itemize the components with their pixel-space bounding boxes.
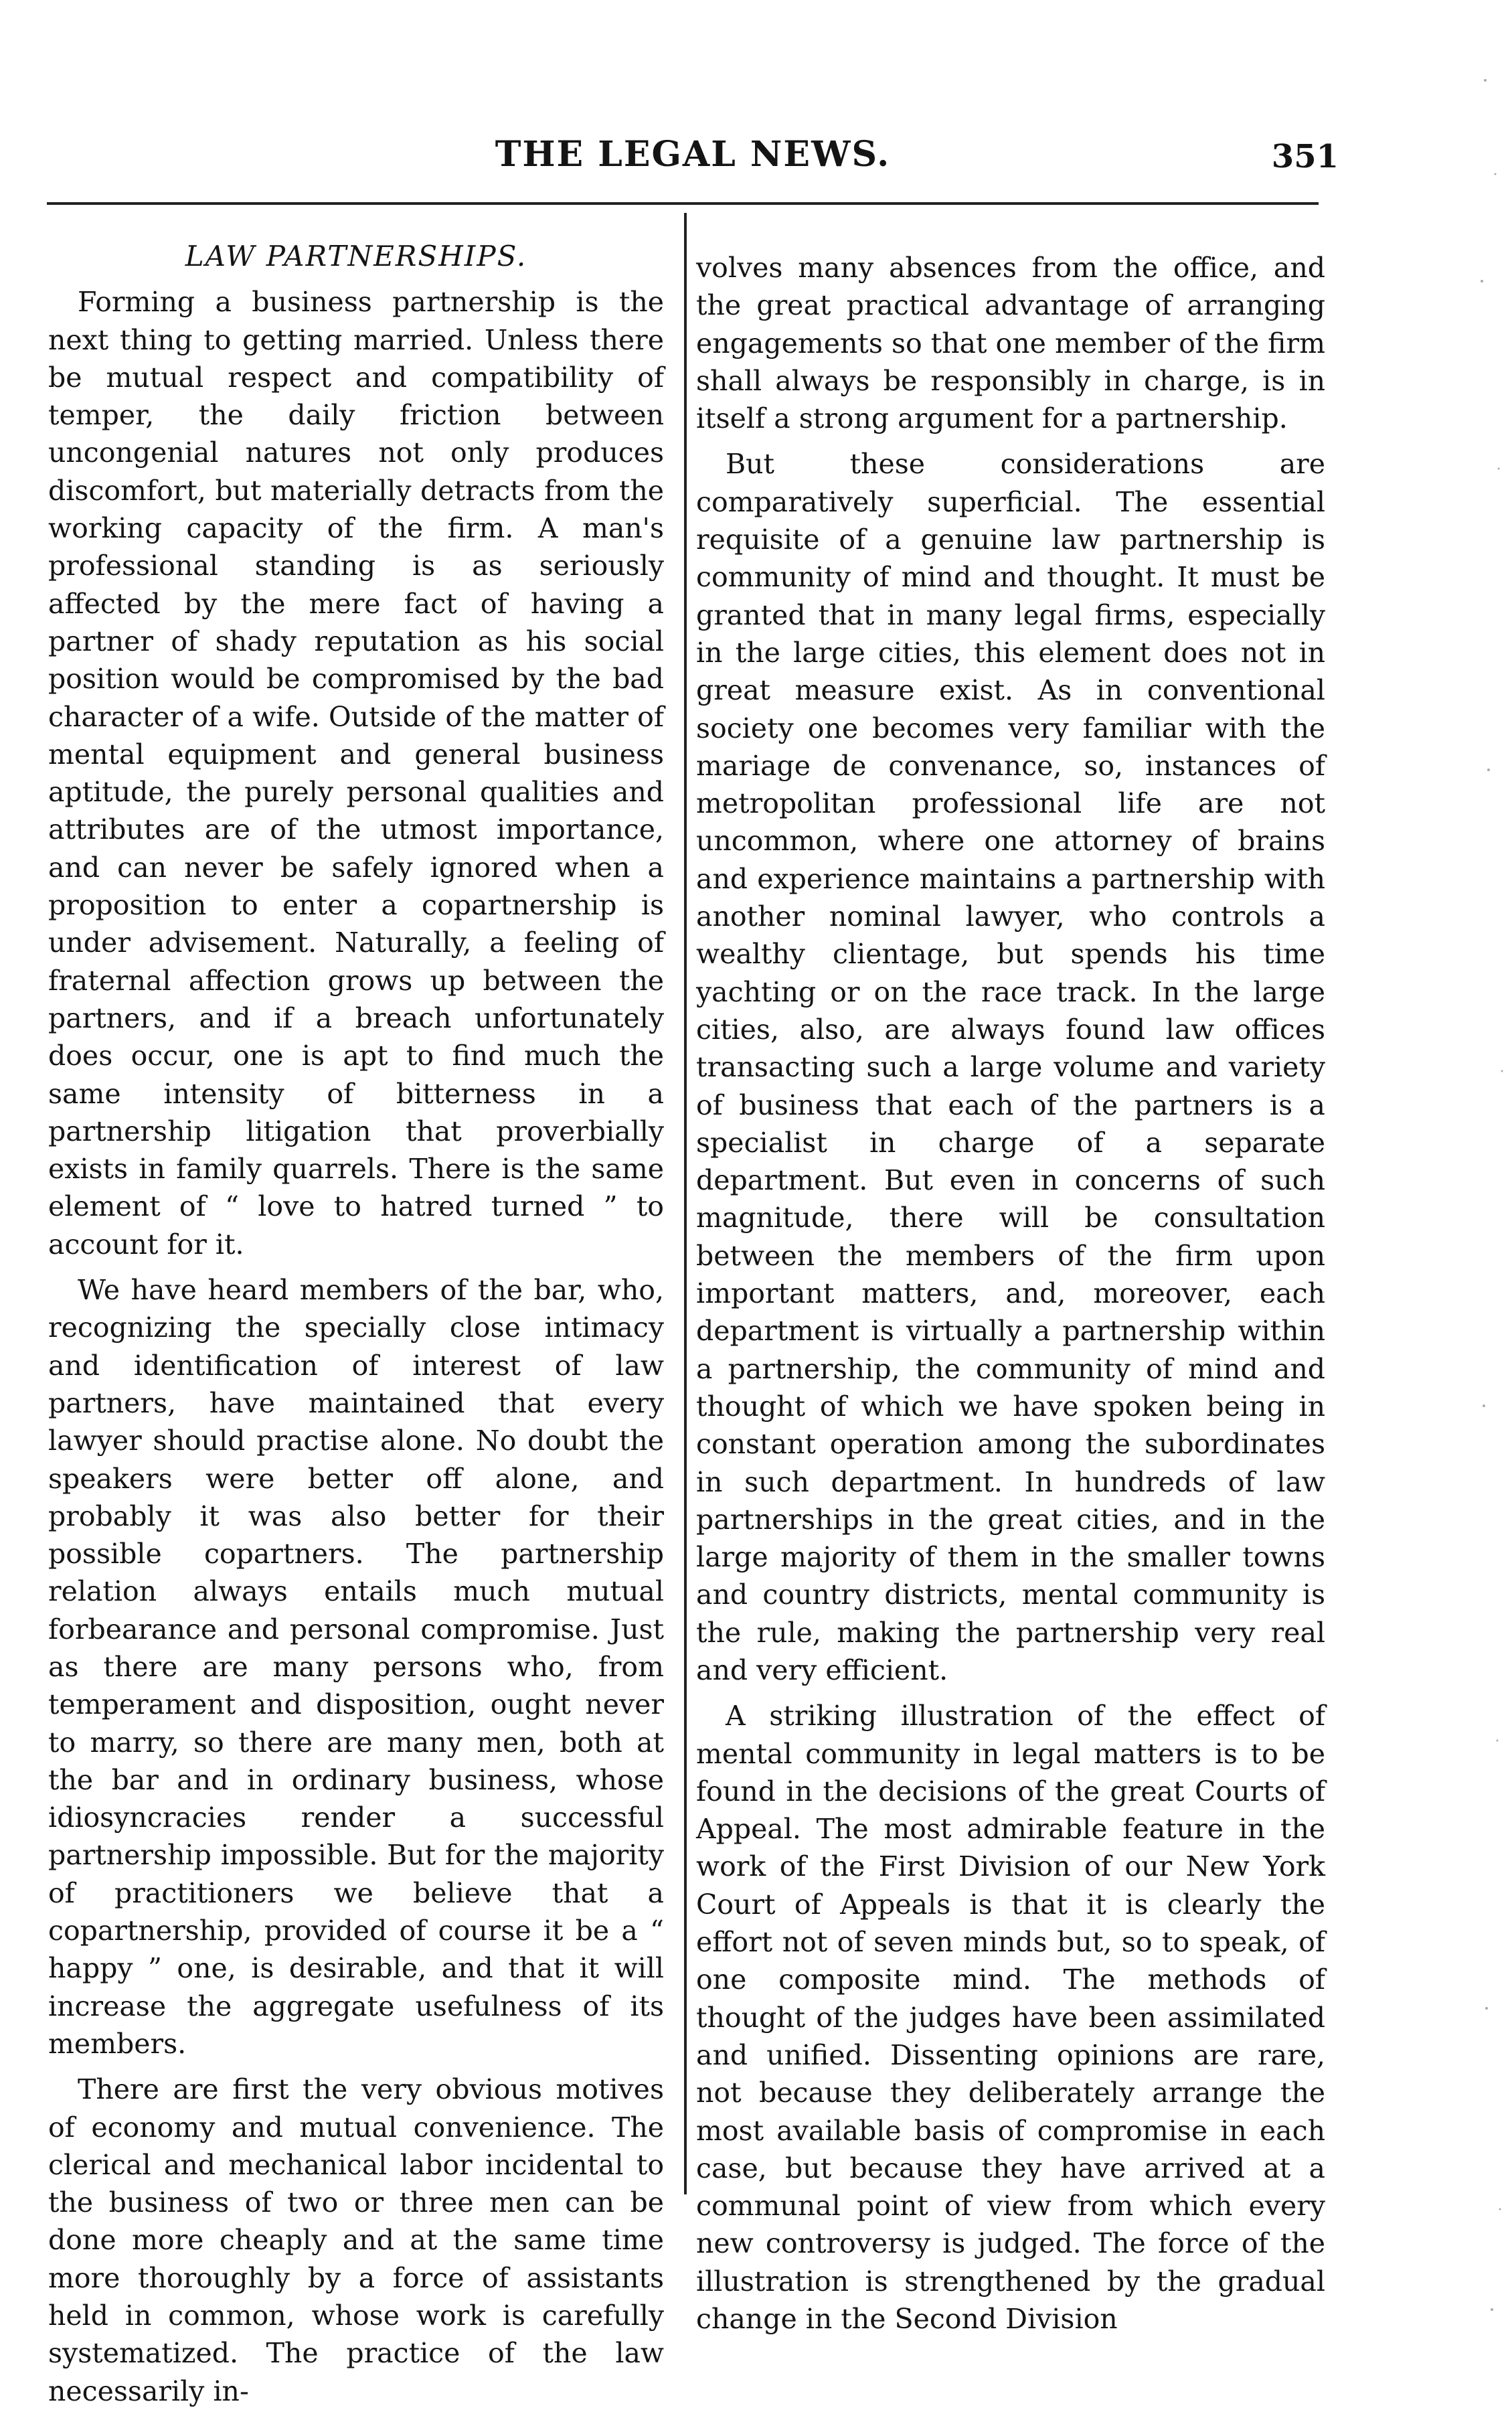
column-divider [684, 213, 687, 2194]
article-title: LAW PARTNERSHIPS. [185, 240, 527, 272]
paragraph: There are first the very obvious motives of economy and mutual convenience. The clerical and mechanical labor incidental to the business of two or three men can be done more cheaply and at the same time more thoroughly by a force of assistants held in common, whose work is carefully systematized. The practice of the law necessarily in- [48, 2073, 664, 2407]
scan-edge-noise [1472, 0, 1512, 2380]
paragraph: But these considerations are comparatively superficial. The essential requisite of a genuine law partnership is community of mind and thought. It must be granted that in many legal firms, especially in the large cities, this element does not in great measure exist. As in conventional society one becomes very familiar with the mariage de convenance, so, instances of metropolitan professional life are not uncommon, where one attorney of brains and experience maintains a partnership with another nominal lawyer, who controls a wealthy clientage, but spends his time yachting or on the race track. In the large cities, also, are always found law offices transacting such a large volume and variety of business that each of the partners is a specialist in charge of a separate department. But even in concerns of such magnitude, there will be consultation between the members of the firm upon important matters, and, moreover, each department is virtually a partnership within a partnership, the community of mind and thought of which we have spoken being in constant operation among the subordinates in such department. In hundreds of law partnerships in the great cities, and in the large majority of them in the smaller towns and country districts, mental community is the rule, making the partnership very real and very efficient. [696, 448, 1325, 1686]
page-number: 351 [1271, 138, 1339, 175]
header-divider [47, 202, 1319, 205]
journal-title: THE LEGAL NEWS. [495, 134, 891, 175]
paragraph: Forming a business partnership is the next thing to getting married. Unless there be mutual respect and compatibility of temper, the daily friction between uncongenial natures not only produces discomfort, but materially detracts from the working capacity of the firm. A man's professional standing is as seriously affected by the mere fact of having a partner of shady reputation as his social position would be compromised by the bad character of a wife. Outside of the matter of mental equipment and general business aptitude, the purely personal qualities and attributes are of the utmost importance, and can never be safely ignored when a proposition to enter a copartnership is under advisement. Naturally, a feeling of fraternal affection grows up between the partners, and if a breach unfortunately does occur, one is apt to find much the same intensity of bitterness in a partnership litigation that proverbially exists in family quarrels. There is the same element of “ love to hatred turned ” to account for it. [48, 286, 664, 1261]
paragraph: We have heard members of the bar, who, recognizing the specially close intimacy and identification of interest of law partners, have maintained that every lawyer should practise alone. No doubt the speakers were better off alone, and probably it was also better for their possible copartners. The partnership relation always entails much mutual forbearance and personal compromise. Just as there are many persons who, from temperament and disposition, ought never to marry, so there are many men, both at the bar and in ordinary business, whose idiosyncracies render a successful partnership impossible. But for the majority of practitioners we believe that a copartnership, provided of course it be a “ happy ” one, is desirable, and that it will increase the aggregate usefulness of its members. [48, 1274, 664, 2060]
right-column [696, 249, 1325, 2346]
page-header [47, 127, 1339, 201]
paragraph: A striking illustration of the effect of mental community in legal matters is to be found in the decisions of the great Courts of Appeal. The most admirable feature in the work of the First Division of our New York Court of Appeals is that it is clearly the effort not of seven minds but, so to speak, of one composite mind. The methods of thought of the judges have been assimilated and unified. Dissenting opinions are rare, not because they deliberately arrange the most available basis of compromise in each case, but because they have arrived at a communal point of view from which every new controversy is judged. The force of the illustration is strengthened by the gradual change in the Second Division [696, 1700, 1325, 2336]
left-column [48, 238, 664, 2418]
paragraph-continued: volves many absences from the office, and the great practical advantage of arranging engagements so that one member of the firm shall always be responsibly in charge, is in itself a strong argument for a partnership. [696, 252, 1325, 435]
